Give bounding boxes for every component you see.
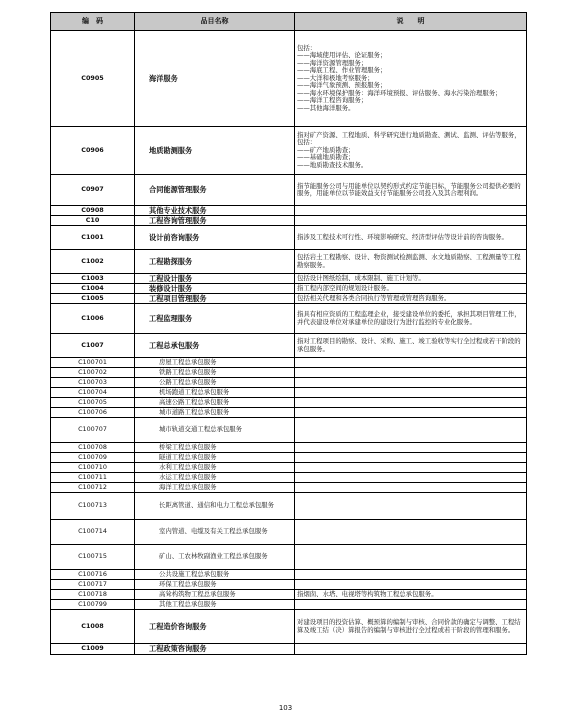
header-name: 品目名称: [135, 13, 295, 31]
item-name: 室内管道、电缆及有关工程总承包服务: [135, 520, 295, 545]
item-description: [295, 483, 527, 493]
table-row: [51, 368, 527, 378]
item-description: [295, 368, 527, 378]
table-row: [51, 31, 527, 127]
item-name: 城市道路工程总承包服务: [135, 408, 295, 418]
item-description: 指涉及工程技术可行性、环境影响研究、经济型评估等设计前的咨询服务。: [295, 226, 527, 250]
item-description: [295, 408, 527, 418]
item-name: 工程咨询管理服务: [135, 216, 295, 226]
item-code: C1005: [51, 294, 135, 304]
item-description: 指烟囱、水塔、电视塔等构筑物工程总承包服务。: [295, 590, 527, 600]
item-code: C100710: [51, 463, 135, 473]
table-row: [51, 463, 527, 473]
item-code: C1007: [51, 334, 135, 358]
table-row: [51, 127, 527, 175]
item-code: C100709: [51, 453, 135, 463]
item-code: C100799: [51, 600, 135, 610]
item-name: 海洋工程总承包服务: [135, 483, 295, 493]
item-name: 桥梁工程总承包服务: [135, 443, 295, 453]
item-description: [295, 580, 527, 590]
item-description: [295, 216, 527, 226]
item-name: 合同能源管理服务: [135, 175, 295, 206]
table-row: [51, 545, 527, 570]
table-row: [51, 284, 527, 294]
item-code: C100702: [51, 368, 135, 378]
item-description: 指具有相应资质的工程监理企业，接受建设单位的委托，承担其项目管理工作，并代表建设单位对承建单位的建设行为进行监控的专业化服务。: [295, 304, 527, 334]
table-row: [51, 644, 527, 655]
item-description: 包括设计图纸绘制、成本限制、施工计划等。: [295, 274, 527, 284]
table-row: [51, 520, 527, 545]
item-description: [295, 418, 527, 443]
table-row: [51, 580, 527, 590]
item-name: 水利工程总承包服务: [135, 463, 295, 473]
item-name: 工程项目管理服务: [135, 294, 295, 304]
item-name: 城市轨道交通工程总承包服务: [135, 418, 295, 443]
item-code: C100717: [51, 580, 135, 590]
table-row: [51, 600, 527, 610]
item-description: 指工程内部空间的规划设计服务。: [295, 284, 527, 294]
item-code: C100708: [51, 443, 135, 453]
header-code: 编 码: [51, 13, 135, 31]
item-code: C100713: [51, 493, 135, 520]
item-description: [295, 358, 527, 368]
table-row: [51, 226, 527, 250]
page-number: 103: [278, 704, 293, 712]
item-code: C10: [51, 216, 135, 226]
table-row: [51, 206, 527, 216]
item-name: 房屋工程总承包服务: [135, 358, 295, 368]
item-code: C100704: [51, 388, 135, 398]
item-code: C100716: [51, 570, 135, 580]
item-description: 对建设项目的投资估算、概预算的编制与审核、合同价款的确定与调整、工程结算及竣工结（决）算报告的编制与审核进行全过程或若干阶段的管理和服务。: [295, 610, 527, 644]
table-row: [51, 294, 527, 304]
item-code: C100712: [51, 483, 135, 493]
item-name: 装修设计服务: [135, 284, 295, 294]
item-description: [295, 600, 527, 610]
item-description: [295, 545, 527, 570]
item-name: 其他专业技术服务: [135, 206, 295, 216]
table-row: [51, 610, 527, 644]
item-description: [295, 473, 527, 483]
item-code: C0908: [51, 206, 135, 216]
item-code: C100711: [51, 473, 135, 483]
item-code: C100718: [51, 590, 135, 600]
item-description: [295, 644, 527, 655]
item-code: C1002: [51, 250, 135, 274]
table-row: [51, 493, 527, 520]
table-row: [51, 473, 527, 483]
table-row: [51, 418, 527, 443]
item-name: 矿山、工农林牧副渔业工程总承包服务: [135, 545, 295, 570]
item-name: 工程造价咨询服务: [135, 610, 295, 644]
item-name: 公共设施工程总承包服务: [135, 570, 295, 580]
item-name: 工程政策咨询服务: [135, 644, 295, 655]
item-name: 机场跑道工程总承包服务: [135, 388, 295, 398]
item-name: 水运工程总承包服务: [135, 473, 295, 483]
item-description: [295, 378, 527, 388]
table-row: [51, 216, 527, 226]
catalog-table: [50, 12, 527, 655]
table-row: [51, 570, 527, 580]
item-description: [295, 388, 527, 398]
table-row: [51, 175, 527, 206]
header-description: 说 明: [295, 13, 527, 31]
item-description: [295, 493, 527, 520]
table-body: [51, 31, 527, 655]
item-code: C1008: [51, 610, 135, 644]
table-row: [51, 250, 527, 274]
item-code: C1004: [51, 284, 135, 294]
item-description: [295, 398, 527, 408]
item-description: [295, 453, 527, 463]
item-description: [295, 570, 527, 580]
item-name: 高速公路工程总承包服务: [135, 398, 295, 408]
item-code: C0906: [51, 127, 135, 175]
item-code: C1009: [51, 644, 135, 655]
item-name: 隧道工程总承包服务: [135, 453, 295, 463]
table-row: [51, 443, 527, 453]
item-name: 设计前咨询服务: [135, 226, 295, 250]
item-name: 工程勘探服务: [135, 250, 295, 274]
table-row: [51, 304, 527, 334]
item-code: C100706: [51, 408, 135, 418]
item-description: [295, 520, 527, 545]
item-name: 工程总承包服务: [135, 334, 295, 358]
item-code: C100715: [51, 545, 135, 570]
table-row: [51, 388, 527, 398]
item-description: 指节能服务公司与用能单位以契约形式约定节能目标，节能服务公司提供必要的服务，用能单位以节能效益支付节能服务公司投入及其合理利润。: [295, 175, 527, 206]
item-name: 长距离管道、通信和电力工程总承包服务: [135, 493, 295, 520]
item-code: C100707: [51, 418, 135, 443]
item-name: 海洋服务: [135, 31, 295, 127]
item-code: C1003: [51, 274, 135, 284]
item-code: C0907: [51, 175, 135, 206]
item-code: C1006: [51, 304, 135, 334]
table-row: [51, 378, 527, 388]
table-row: [51, 483, 527, 493]
table-row: [51, 398, 527, 408]
item-code: C0905: [51, 31, 135, 127]
item-name: 其他工程总承包服务: [135, 600, 295, 610]
item-name: 公路工程总承包服务: [135, 378, 295, 388]
table-row: [51, 453, 527, 463]
item-name: 工程监理服务: [135, 304, 295, 334]
item-description: 包括： ——海域使用评估、论证服务； ——海洋资源管理服务； ——海底工程、作业管理服务； ——大洋和极地考察服务； ——海洋气象预测、预报服务； ——海水环境保护服务：海洋环境预报、评估服务、海水污染治理服务； ——海洋工程咨询服务； ——其他海洋服务。: [295, 31, 527, 127]
item-name: 铁路工程总承包服务: [135, 368, 295, 378]
item-description: [295, 443, 527, 453]
item-name: 工程设计服务: [135, 274, 295, 284]
item-description: [295, 463, 527, 473]
table-row: [51, 590, 527, 600]
item-code: C100701: [51, 358, 135, 368]
table-row: [51, 358, 527, 368]
item-name: 环保工程总承包服务: [135, 580, 295, 590]
item-code: C100705: [51, 398, 135, 408]
item-description: 指对矿产资源、工程地质、科学研究进行地质勘查、测试、监测、评估等服务，包括： ——矿产地质勘查； ——基础地质勘查； ——地质勘查技术服务。: [295, 127, 527, 175]
item-code: C1001: [51, 226, 135, 250]
item-description: 指对工程项目的勘察、设计、采购、施工、竣工验收等实行全过程或若干阶段的承包服务。: [295, 334, 527, 358]
item-code: C100703: [51, 378, 135, 388]
item-description: [295, 206, 527, 216]
table-row: [51, 408, 527, 418]
table-header-row: [51, 13, 527, 31]
item-description: 包括岩土工程勘察、设计、物资测试检测监测、水文地质勘察、工程测量等工程勘察服务。: [295, 250, 527, 274]
item-name: 高耸构筑物工程总承包服务: [135, 590, 295, 600]
table-row: [51, 334, 527, 358]
table-row: [51, 274, 527, 284]
item-name: 地质勘测服务: [135, 127, 295, 175]
item-code: C100714: [51, 520, 135, 545]
item-description: 包括相关代理和各类合同执行等管理或管理咨询服务。: [295, 294, 527, 304]
